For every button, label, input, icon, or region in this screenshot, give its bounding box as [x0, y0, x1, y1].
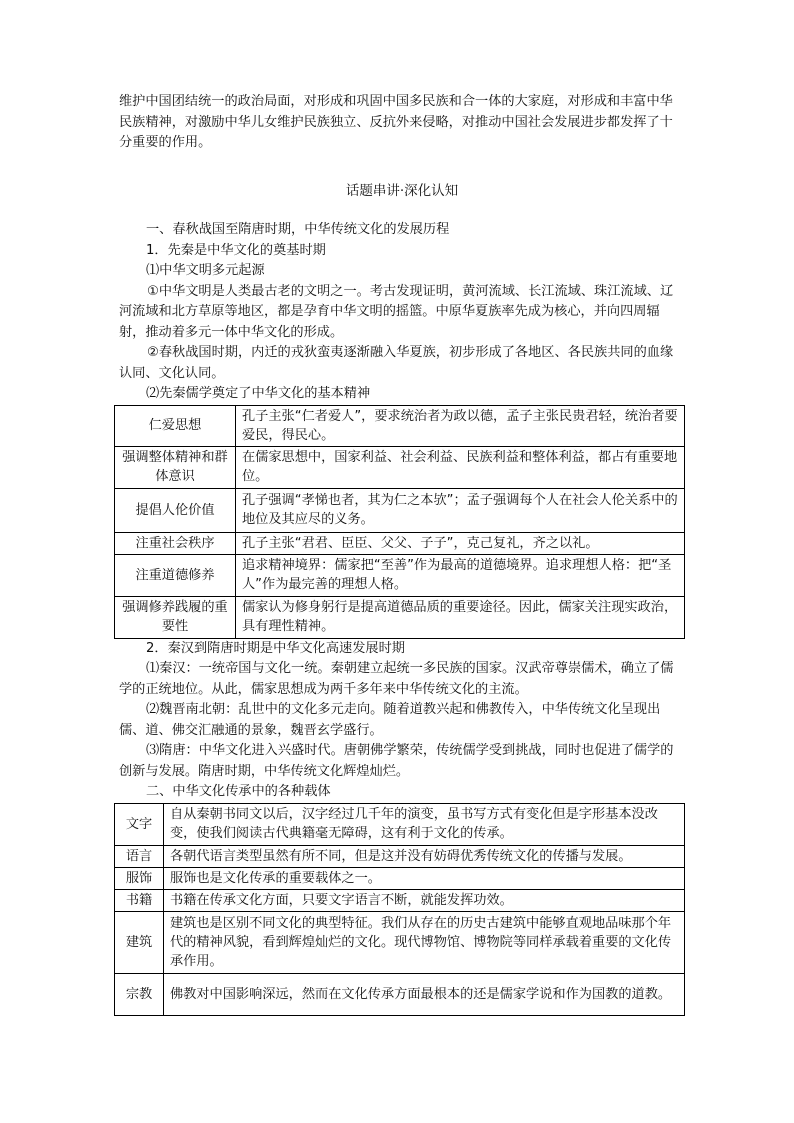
- table-row-label: 服饰: [115, 867, 164, 889]
- table-row-text: 建筑也是区别不同文化的典型特征。我们从存在的历史古建筑中能够直观地品味那个年代的精神风貌，看到辉煌灿烂的文化。现代博物馆、博物院等同样承载着重要的文化传承作用。: [164, 911, 685, 973]
- paragraph-sui-tang: ⑶隋唐：中华文化进入兴盛时代。唐朝佛学繁荣，传统儒学受到挑战，同时也促进了儒学的创新与发展。隋唐时期，中华传统文化辉煌灿烂。: [119, 743, 674, 779]
- table-row: [115, 911, 685, 973]
- confucian-spirit-table: [114, 405, 685, 639]
- table-row: [115, 596, 685, 638]
- table-row: [115, 488, 685, 532]
- culture-carrier-table: [114, 803, 685, 1016]
- paragraph-spring-autumn: ②春秋战国时期，内迁的戎狄蛮夷逐渐融入华夏族，初步形成了各地区、各民族共同的血缘认同、文化认同。: [119, 345, 674, 381]
- table-row-label: 仁爱思想: [115, 405, 236, 446]
- table-row-label: 宗教: [115, 973, 164, 1015]
- document-page: [119, 92, 685, 1016]
- paragraph-qin-han: ⑴秦汉：一统帝国与文化一统。秦朝建立起统一多民族的国家。汉武帝尊崇儒术，确立了儒学的正统地位。从此，儒家思想成为两千多年来中华传统文化的主流。: [119, 661, 674, 697]
- table-row-text: 追求精神境界：儒家把“至善”作为最高的道德境界。追求理想人格：把“圣人”作为最完善的理想人格。: [236, 554, 685, 596]
- section-title: 话题串讲·深化认知: [345, 182, 459, 199]
- part1-sub1-1: ⑴中华文明多元起源: [146, 263, 265, 278]
- paragraph-wei-jin: ⑵魏晋南北朝：乱世中的文化多元走向。随着道教兴起和佛教传入，中华传统文化呈现出儒、道、佛交汇融通的景象，魏晋玄学盛行。: [119, 702, 661, 738]
- table-row: [115, 446, 685, 488]
- table-row-label: 注重社会秩序: [115, 532, 236, 554]
- table-row-text: 孔子主张“君君、臣臣、父父、子子”，克己复礼，齐之以礼。: [236, 532, 685, 554]
- table-row-text: 孔子强调“孝悌也者，其为仁之本欤”；孟子强调每个人在社会人伦关系中的地位及其应尽的义务。: [236, 488, 685, 532]
- table-row-label: 强调整体精神和群体意识: [115, 446, 236, 488]
- table-row-label: 语言: [115, 845, 164, 867]
- table-row-text: 书籍在传承文化方面，只要文字语言不断，就能发挥功效。: [164, 889, 685, 911]
- part2-heading: 二、中华文化传承中的各种载体: [146, 784, 331, 799]
- table-row-label: 建筑: [115, 911, 164, 973]
- part1-sub2: 2．秦汉到隋唐时期是中华文化高速发展时期: [146, 640, 405, 656]
- table-row-label: 文字: [115, 803, 164, 845]
- table-row-text: 儒家认为修身躬行是提高道德品质的重要途径。因此，儒家关注现实政治，具有理性精神。: [236, 596, 685, 638]
- table-row-label: 强调修养践履的重要性: [115, 596, 236, 638]
- intro-paragraph: 维护中国团结统一的政治局面，对形成和巩固中国多民族和合一体的大家庭，对形成和丰富中华民族精神，对激励中华儿女维护民族独立、反抗外来侵略，对推动中国社会发展进步都发挥了十分重要的作用。: [119, 94, 673, 150]
- table-row-text: 佛教对中国影响深远，然而在文化传承方面最根本的还是儒家学说和作为国教的道教。: [164, 973, 685, 1015]
- table-row: [115, 405, 685, 446]
- part1-sub1: 1．先秦是中华文化的奠基时期: [146, 242, 326, 258]
- table-row: [115, 845, 685, 867]
- table-row-text: 在儒家思想中，国家利益、社会利益、民族利益和整体利益，都占有重要地位。: [236, 446, 685, 488]
- paragraph-origin: ①中华文明是人类最古老的文明之一。考古发现证明，黄河流域、长江流域、珠江流域、辽河流域和北方草原等地区，都是孕育中华文明的摇篮。中原华夏族率先成为核心，并向四周辐射，推动着多元一体中华文化的形成。: [119, 283, 674, 340]
- table-row-label: 注重道德修养: [115, 554, 236, 596]
- part1-heading: 一、春秋战国至隋唐时期，中华传统文化的发展历程: [146, 222, 450, 237]
- table-row: [115, 867, 685, 889]
- table-row-text: 孔子主张“仁者爱人”，要求统治者为政以德，孟子主张民贵君轻，统治者要爱民，得民心。: [236, 405, 685, 446]
- table-row-text: 各朝代语言类型虽然有所不同，但是这并没有妨碍优秀传统文化的传播与发展。: [164, 845, 685, 867]
- table-row: [115, 803, 685, 845]
- table-row: [115, 554, 685, 596]
- table-row-label: 提倡人伦价值: [115, 488, 236, 532]
- table-row: [115, 532, 685, 554]
- table-row: [115, 973, 685, 1015]
- table-row-text: 自从秦朝书同文以后，汉字经过几千年的演变，虽书写方式有变化但是字形基本没改变，使我们阅读古代典籍毫无障碍，这有利于文化的传承。: [164, 803, 685, 845]
- table-row-label: 书籍: [115, 889, 164, 911]
- part1-sub1-2: ⑵先秦儒学奠定了中华文化的基本精神: [146, 386, 371, 401]
- table-row-text: 服饰也是文化传承的重要载体之一。: [164, 867, 685, 889]
- table-row: [115, 889, 685, 911]
